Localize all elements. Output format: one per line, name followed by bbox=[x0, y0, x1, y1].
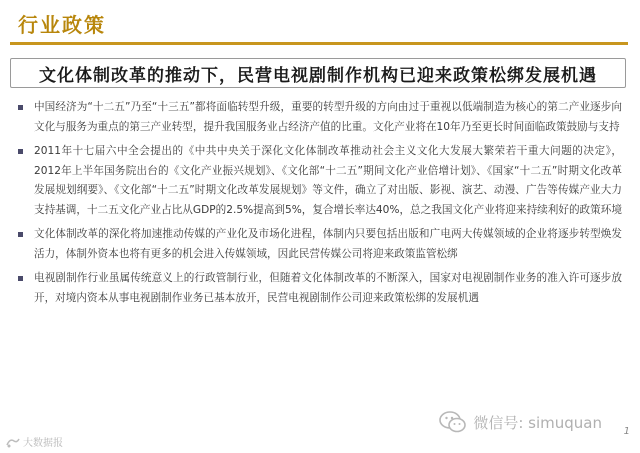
logo-icon bbox=[6, 436, 20, 448]
bullet-item bbox=[22, 98, 622, 137]
square-bullet-icon bbox=[18, 149, 23, 154]
headline-text: 文化体制改革的推动下，民营电视剧制作机构已迎来政策松绑发展机遇 bbox=[39, 65, 597, 86]
wechat-watermark bbox=[439, 411, 602, 433]
square-bullet-icon bbox=[18, 105, 23, 110]
bullet-text: 2011年十七届六中全会提出的《中共中央关于深化文化体制改革推动社会主义文化大发展大繁荣若干重大问题的决定》，2012年上半年国务院出台的《文化产业振兴规划》、《文化部“十二五”期间文化产业倍增计划》、《国家“十二五”时期文化改革发展规划纲要》、《文化部“十二五”时期文化改革发展规划》等文件，确立了对出版、影视、演艺、动漫、广告等传媒产业大力支持基调，十二五文化产业占比从GDP的2.5%提高到5%，复合增长率达40%，总之我国文化产业将迎来持续利好的政策环境 bbox=[34, 145, 622, 216]
section-title: 行业政策 bbox=[18, 13, 106, 37]
watermark-text: 微信号: simuquan bbox=[473, 413, 602, 432]
page-number: 1 bbox=[623, 426, 630, 437]
bullet-text: 中国经济为“十二五”乃至“十三五”都将面临转型升级，重要的转型升级的方向由过于重视以低端制造为核心的第二产业逐步向文化与服务为重点的第三产业转型，提升我国服务业占经济产值的比重。文化产业将在10年乃至更长时间面临政策鼓励与支持 bbox=[34, 101, 622, 133]
headline-banner bbox=[10, 58, 626, 88]
bullet-item bbox=[22, 142, 622, 220]
bullet-text: 文化体制改革的深化将加速推动传媒的产业化及市场化进程，体制内只要包括出版和广电两大传媒领域的企业将逐步转型焕发活力，体制外资本也将有更多的机会进入传媒领域，因此民营传媒公司将迎来政策监管松绑 bbox=[34, 228, 622, 260]
wechat-icon bbox=[439, 411, 467, 433]
bullet-item bbox=[22, 269, 622, 308]
square-bullet-icon bbox=[18, 276, 23, 281]
section-header bbox=[0, 0, 640, 46]
site-logo bbox=[6, 434, 63, 449]
header-divider bbox=[10, 42, 628, 45]
square-bullet-icon bbox=[18, 232, 23, 237]
logo-text: 大数据报 bbox=[23, 438, 63, 449]
bullet-text: 电视剧制作行业虽属传统意义上的行政管制行业，但随着文化体制改革的不断深入，国家对电视剧制作业务的准入许可逐步放开，对境内资本从事电视剧制作业务已基本放开，民营电视剧制作公司迎来政策松绑的发展机遇 bbox=[34, 272, 622, 304]
bullet-list bbox=[22, 98, 622, 313]
bullet-item bbox=[22, 225, 622, 264]
